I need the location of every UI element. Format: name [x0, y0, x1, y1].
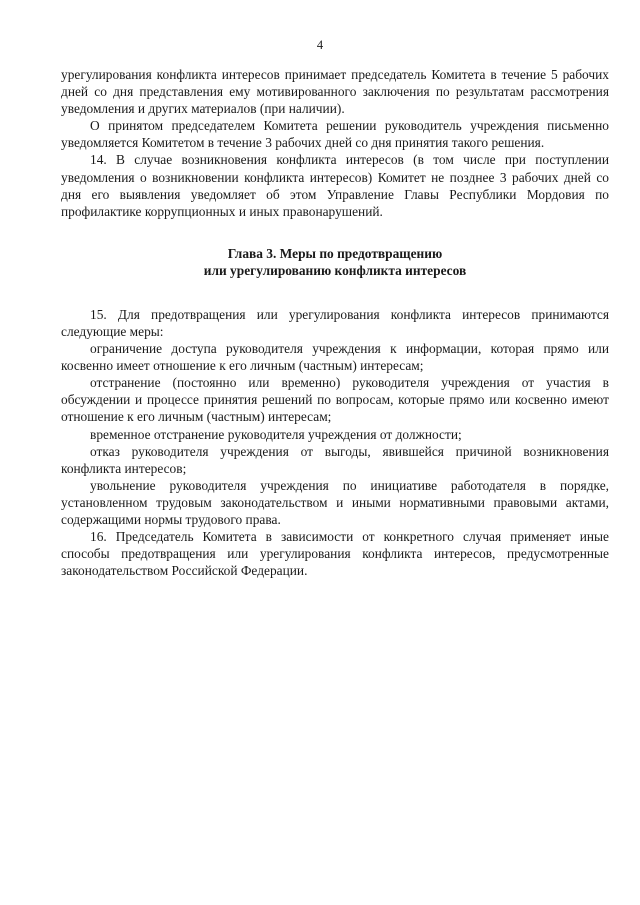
document-body	[61, 66, 609, 579]
measure-refuse-benefit: отказ руководителя учреждения от выгоды, явившейся причиной возникновения конфликта интересов;	[61, 443, 609, 476]
page-number: 4	[316, 38, 324, 52]
chapter-heading-line-2: или урегулированию конфликта интересов	[203, 262, 467, 278]
paragraph-continuation: урегулирования конфликта интересов принимает председатель Комитета в течение 5 рабочих дней со дня представления ему мотивированного заключения по результатам рассмотрения уведомления и других материалов (при наличии).	[61, 67, 609, 117]
chapter-heading	[61, 245, 609, 279]
chapter-heading-line-1: Глава 3. Меры по предотвращению	[227, 245, 443, 261]
paragraph-item-15: 15. Для предотвращения или урегулирования конфликта интересов принимаются следующие меры:	[61, 306, 609, 339]
paragraph-item-14: 14. В случае возникновения конфликта интересов (в том числе при поступлении уведомления о возникновении конфликта интересов) Комитет не позднее 3 рабочих дней со дня его выявления уведомляет об этом Управление Главы Республики Мордовия по профилактике коррупционных и иных правонарушений.	[61, 152, 609, 219]
measure-dismissal: увольнение руководителя учреждения по инициативе работодателя в порядке, установленном трудовым законодательством и иными нормативными правовыми актами, содержащими нормы трудового права.	[61, 477, 609, 527]
measure-restrict-access: ограничение доступа руководителя учреждения к информации, которая прямо или косвенно имеет отношение к его личным (частным) интересам;	[61, 341, 609, 374]
measure-temporary-suspension: временное отстранение руководителя учреждения от должности;	[90, 426, 462, 442]
paragraph-decision-notice: О принятом председателем Комитета решении руководитель учреждения письменно уведомляется Комитетом в течение 3 рабочих дней со дня принятия такого решения.	[61, 118, 609, 151]
measure-removal-from-decisions: отстранение (постоянно или временно) руководителя учреждения от участия в обсуждении и процессе принятия решений по вопросам, которые прямо или косвенно имеют отношение к его личным (частным) интересам;	[61, 375, 609, 425]
paragraph-item-16: 16. Председатель Комитета в зависимости от конкретного случая применяет иные способы предотвращения или урегулирования конфликта интересов, предусмотренные законодательством Российской Федерации.	[61, 529, 609, 579]
